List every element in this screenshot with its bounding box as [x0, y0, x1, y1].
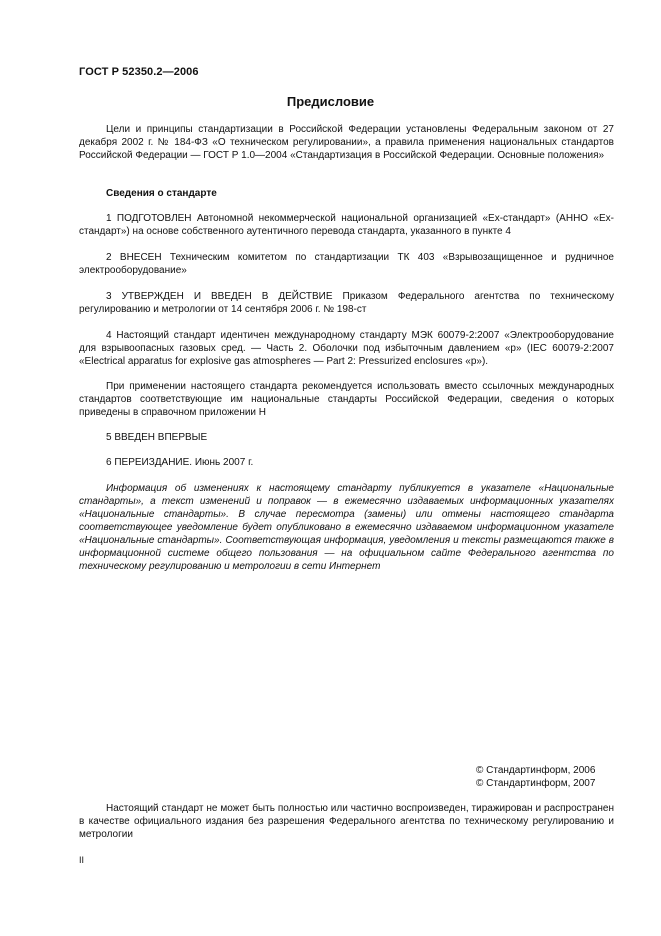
page-title: Предисловие	[286, 94, 375, 109]
item-first-introduced: 5 ВВЕДЕН ВПЕРВЫЕ	[106, 432, 208, 443]
copyright-2007: © Стандартинформ, 2007	[476, 778, 596, 789]
item-prepared: 1 ПОДГОТОВЛЕН Автономной некоммерческой национальной организацией «Ех-стандарт» (АННО «Ех-стандарт») на основе собственного аутентичного перевода стандарта, указанного в пункте 4	[79, 213, 614, 237]
reproduction-notice: Настоящий стандарт не может быть полностью или частично воспроизведен, тиражирован и распространен в качестве официального издания без разрешения Федерального агентства по техническому регулированию и метрологии	[79, 803, 614, 840]
intro-paragraph: Цели и принципы стандартизации в Российской Федерации установлены Федеральным законом от 27 декабря 2002 г. № 184-ФЗ «О техническом регулировании», а правила применения национальных стандартов Российской Федерации — ГОСТ Р 1.0—2004 «Стандартизация в Российской Федерации. Основные положения»	[79, 124, 614, 161]
item-reissue: 6 ПЕРЕИЗДАНИЕ. Июнь 2007 г.	[106, 457, 254, 468]
item-submitted: 2 ВНЕСЕН Техническим комитетом по стандартизации ТК 403 «Взрывозащищенное и рудничное электрооборудование»	[79, 252, 614, 276]
item-identical: 4 Настоящий стандарт идентичен международному стандарту МЭК 60079-2:2007 «Электрооборудование для взрывоопасных газовых сред. — Часть 2. Оболочки под избыточным давлением «р» (IEC 60079-2:2007 «Electrical apparatus for explosive gas atmospheres — Part 2: Pressurized enclosures «р»).	[79, 330, 614, 367]
item-usage-note: При применении настоящего стандарта рекомендуется использовать вместо ссылочных международных стандартов соответствующие им национальные стандарты Российской Федерации, сведения о которых приведены в справочном приложении Н	[79, 381, 614, 418]
document-code: ГОСТ Р 52350.2—2006	[79, 66, 199, 78]
page-number: II	[79, 855, 85, 865]
copyright-2006: © Стандартинформ, 2006	[476, 765, 596, 776]
changes-notice: Информация об изменениях к настоящему стандарту публикуется в указателе «Национальные стандарты», а текст изменений и поправок — в ежемесячно издаваемых информационных указателях «Национальные стандарты». В случае пересмотра (замены) или отмены настоящего стандарта соответствующее уведомление будет опубликовано в ежемесячно издаваемом информационном указателе «Национальные стандарты». Соответствующая информация, уведомления и тексты размещаются также в информационной системе общего пользования — на официальном сайте Федерального агентства по техническому регулированию и метрологии в сети Интернет	[79, 483, 614, 572]
info-heading: Сведения о стандарте	[106, 188, 217, 199]
item-approved: 3 УТВЕРЖДЕН И ВВЕДЕН В ДЕЙСТВИЕ Приказом Федерального агентства по техническому регулированию и метрологии от 14 сентября 2006 г. № 198-ст	[79, 291, 614, 315]
